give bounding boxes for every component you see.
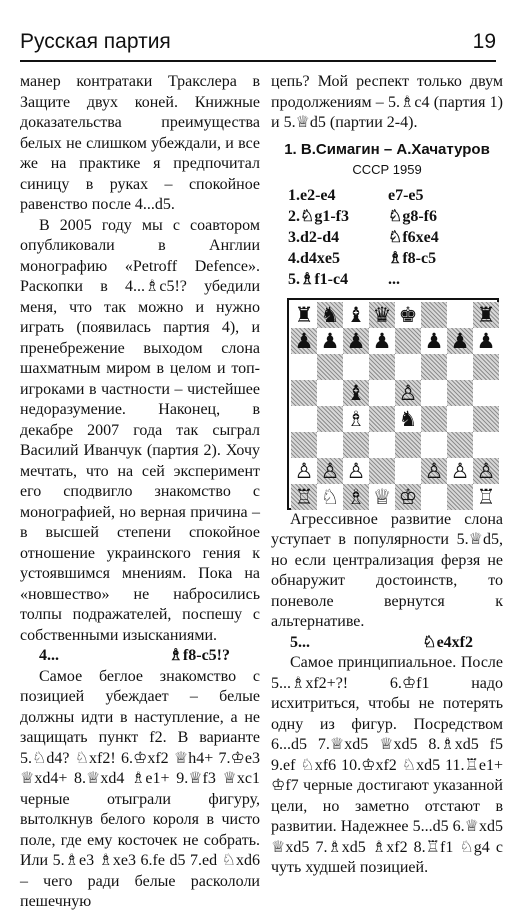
chess-piece: ♟ bbox=[291, 328, 317, 354]
paragraph: Самое принципиальное. После 5...♗xf2+?! 6.♔f1 надо исхитриться, чтобы не потерять одну из фигур. Посредством 6...d5 7.♕xd5 ♕xd5 8.♗xd5 f5 9.ef ♘xf6 10.♔xf2 ♘xd5 11.♖e1+ ♔f7 черные достигают указанной цели, но заметно отстают в развитии. Надежнее 5...d5 6.♕xd5 ♕xd5 7.♗xd5 ♗xf2 8.♖f1 ♘g4 с чуть худшей позицией. bbox=[271, 654, 503, 876]
page-header bbox=[20, 28, 496, 62]
black-move: ... bbox=[388, 270, 400, 288]
chess-piece: ♛ bbox=[369, 302, 395, 328]
move-row bbox=[288, 206, 488, 227]
move-number: 5... bbox=[290, 633, 310, 651]
board-square bbox=[447, 354, 473, 380]
board-square bbox=[317, 432, 343, 458]
paragraph: Агрессивное развитие слона уступает в популярности 5.♕d5, но если централизация ферзя не обнаружит достоинств, то поневоле вернутся к альтернативе. bbox=[271, 510, 503, 630]
chess-piece: ♚ bbox=[395, 302, 421, 328]
board-square bbox=[317, 406, 343, 432]
white-move: 4.d4xe5 bbox=[288, 249, 340, 267]
chess-piece: ♙ bbox=[291, 458, 317, 484]
chess-piece: ♖ bbox=[473, 484, 499, 510]
chess-piece: ♕ bbox=[369, 484, 395, 510]
board-square bbox=[421, 432, 447, 458]
board-square bbox=[395, 432, 421, 458]
move-line bbox=[271, 633, 503, 654]
board-square bbox=[473, 354, 499, 380]
move-text: ♗f8-c5!? bbox=[168, 647, 230, 664]
board-square bbox=[421, 302, 447, 328]
board-square bbox=[343, 354, 369, 380]
board-square bbox=[473, 380, 499, 406]
board-square bbox=[447, 406, 473, 432]
game-title: 1. В.Симагин – А.Хачатуров bbox=[284, 140, 490, 158]
chess-piece: ♟ bbox=[447, 328, 473, 354]
move-row bbox=[288, 269, 488, 290]
chess-piece: ♙ bbox=[473, 458, 499, 484]
chess-piece: ♙ bbox=[395, 380, 421, 406]
chess-piece: ♟ bbox=[421, 328, 447, 354]
chess-piece: ♟ bbox=[473, 328, 499, 354]
board-square bbox=[369, 380, 395, 406]
board-square bbox=[369, 458, 395, 484]
game-event: СССР 1959 bbox=[352, 162, 422, 177]
board-square bbox=[395, 354, 421, 380]
chess-piece: ♜ bbox=[473, 302, 499, 328]
board-square bbox=[291, 354, 317, 380]
board-square bbox=[447, 302, 473, 328]
board-square bbox=[291, 406, 317, 432]
move-number: 4... bbox=[39, 647, 59, 664]
left-column bbox=[20, 72, 260, 913]
board-square bbox=[421, 406, 447, 432]
chess-diagram bbox=[287, 298, 499, 510]
paragraph: манер контратаки Тракслера в Защите двух коней. Книжные доказательства преимущества белых не слишком убеждали, и все же на практике я предпочитал синицу в руках – спокойное равенство после 4...d5. bbox=[20, 73, 260, 213]
board-square bbox=[447, 484, 473, 510]
board-square bbox=[369, 432, 395, 458]
move-text: ♘e4xf2 bbox=[422, 633, 473, 651]
black-move: ♗f8-c5 bbox=[388, 249, 437, 267]
paragraph: цепь? Мой респект только двум продолжениям – 5.♗c4 (партия 1) и 5.♕d5 (партии 2-4). bbox=[271, 73, 503, 131]
chess-piece: ♞ bbox=[395, 406, 421, 432]
section-title: Русская партия bbox=[20, 30, 171, 53]
chess-piece: ♟ bbox=[343, 328, 369, 354]
board-square bbox=[317, 354, 343, 380]
board-square bbox=[447, 432, 473, 458]
white-move: 2.♘g1-f3 bbox=[288, 207, 349, 225]
chess-piece: ♗ bbox=[343, 484, 369, 510]
move-row bbox=[288, 227, 488, 248]
chess-board bbox=[287, 298, 499, 510]
chess-piece: ♜ bbox=[291, 302, 317, 328]
chess-piece: ♞ bbox=[317, 302, 343, 328]
chess-piece: ♙ bbox=[447, 458, 473, 484]
chess-piece: ♙ bbox=[317, 458, 343, 484]
black-move: e7-e5 bbox=[388, 186, 424, 204]
paragraph: В 2005 году мы с соавтором опубликовали в Англии монографию «Petroff Defence». Раскопки в 4...♗c5!? убедили меня, что так можно и нужно играть (появилась партия 4), и пренебрежение выходом слона шахматным миром в целом и топ-игроками в частности – чистейшее недоразумение. Наконец, в декабре 2007 года так сыграл Василий Иванчук (партия 2). Хочу мечтать, что на сей эксперимент его сподвигло знакомство с монографией, но верная причина – в высшей степени спокойное отношение украинского гения к устоявшимся мнениям. Пока на «новшество» не набросились толпы подражателей, поспешу с собственными изысканиями. bbox=[20, 216, 260, 644]
white-move: 3.d2-d4 bbox=[288, 228, 340, 246]
chess-piece: ♙ bbox=[343, 458, 369, 484]
board-square bbox=[447, 380, 473, 406]
move-row bbox=[288, 185, 488, 206]
right-column bbox=[271, 72, 503, 879]
chess-piece: ♝ bbox=[343, 302, 369, 328]
chess-piece: ♗ bbox=[343, 406, 369, 432]
chess-piece: ♙ bbox=[421, 458, 447, 484]
board-square bbox=[395, 458, 421, 484]
moves-table bbox=[288, 185, 488, 290]
board-square bbox=[473, 432, 499, 458]
white-move: 1.e2-e4 bbox=[288, 186, 336, 204]
board-square bbox=[421, 354, 447, 380]
chess-piece: ♟ bbox=[369, 328, 395, 354]
board-square bbox=[421, 380, 447, 406]
chess-piece: ♔ bbox=[395, 484, 421, 510]
board-square bbox=[473, 406, 499, 432]
paragraph: Самое беглое знакомство с позицией убеждает – белые должны идти в наступление, а не защищать пункт f2. В варианте 5.♘d4? ♘xf2! 6.♔xf2 ♕h4+ 7.♔e3 ♕xd4+ 8.♕xd4 ♗e1+ 9.♕f3 ♕xc1 черные отыграли фигуру, вытолкнув белого короля в чисто поле, где ему косточек не собрать. Или 5.♗e3 ♗xe3 6.fe d5 7.ed ♘xd6 – чего ради белые раскололи пешечную bbox=[20, 667, 260, 910]
board-square bbox=[421, 484, 447, 510]
board-square bbox=[291, 432, 317, 458]
board-square bbox=[369, 354, 395, 380]
move-row bbox=[288, 248, 488, 269]
white-move: 5.♗f1-c4 bbox=[288, 270, 349, 288]
black-move: ♘f6xe4 bbox=[388, 228, 439, 246]
black-move: ♘g8-f6 bbox=[388, 207, 437, 225]
page-number: 19 bbox=[472, 30, 496, 53]
chess-piece: ♖ bbox=[291, 484, 317, 510]
move-line bbox=[20, 646, 260, 667]
board-square bbox=[369, 406, 395, 432]
chess-piece: ♘ bbox=[317, 484, 343, 510]
chess-piece: ♝ bbox=[343, 380, 369, 406]
board-square bbox=[317, 380, 343, 406]
board-square bbox=[395, 328, 421, 354]
board-square bbox=[343, 432, 369, 458]
chess-piece: ♟ bbox=[317, 328, 343, 354]
board-square bbox=[291, 380, 317, 406]
